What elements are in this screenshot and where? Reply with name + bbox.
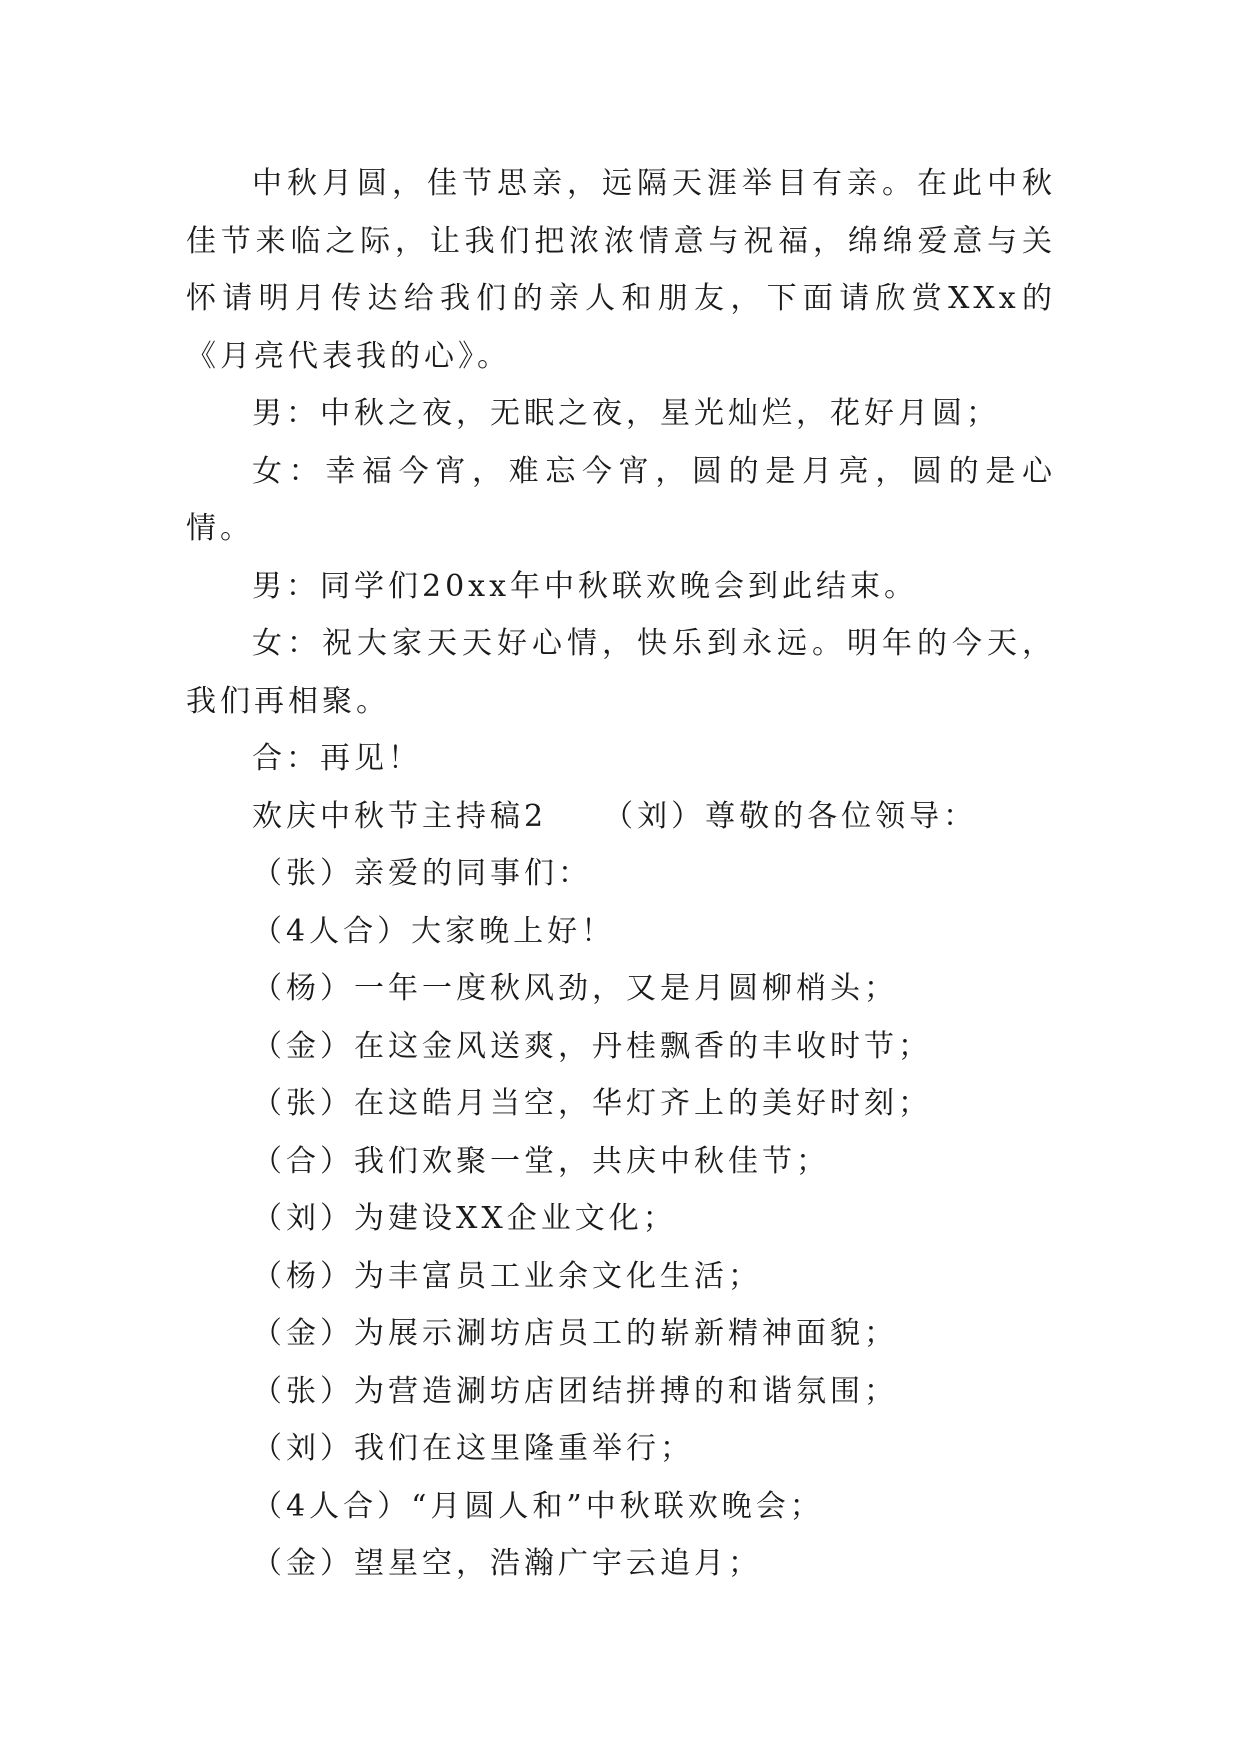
script-line: （刘）为建设XX企业文化； [252, 1201, 677, 1236]
script-line: （金）在这金风送爽，丹桂飘香的丰收时节； [252, 1028, 932, 1064]
script-line: （杨）为丰富员工业余文化生活； [252, 1258, 762, 1294]
script-line: （张）在这皓月当空，华灯齐上的美好时刻； [252, 1086, 932, 1121]
paragraph-dialogue: 合：再见！ [252, 741, 422, 776]
script-line: （合）我们欢聚一堂，共庆中秋佳节； [252, 1143, 830, 1179]
script-line: （杨）一年一度秋风劲，又是月圆柳梢头； [252, 971, 898, 1006]
paragraph-dialogue: 女：幸福今宵，难忘今宵，圆的是月亮，圆的是心情。 [186, 453, 1056, 546]
script-line: （张）为营造涮坊店团结拼搏的和谐氛围； [252, 1373, 898, 1409]
section-first-line: （刘）尊敬的各位领导： [603, 798, 978, 834]
paragraph-dialogue: 男：同学们20xx年中秋联欢晚会到此结束。 [252, 568, 919, 604]
section-heading-line [186, 788, 1056, 846]
script-line: （金）为展示涮坊店员工的崭新精神面貌； [252, 1316, 898, 1351]
script-line: （刘）我们在这里隆重举行； [252, 1431, 694, 1466]
script-line: （张）亲爱的同事们： [252, 856, 592, 891]
paragraph-dialogue: 女：祝大家天天好心情，快乐到永远。明年的今天，我们再相聚。 [186, 626, 1056, 719]
script-line: （金）望星空，浩瀚广宇云追月； [252, 1546, 762, 1581]
paragraph-dialogue: 男：中秋之夜，无眠之夜，星光灿烂，花好月圆； [252, 396, 1000, 431]
document-body [186, 155, 1056, 1593]
script-line: （4人合）“月圆人和”中秋联欢晚会； [252, 1488, 824, 1524]
paragraph-intro: 中秋月圆，佳节思亲，远隔天涯举目有亲。在此中秋佳节来临之际，让我们把浓浓情意与祝福，绵绵爱意与关怀请明月传达给我们的亲人和朋友，下面请欣赏XXx的《月亮代表我的心》。 [186, 166, 1056, 374]
section-title: 欢庆中秋节主持稿2 [252, 798, 548, 834]
script-line: （4人合）大家晚上好！ [252, 913, 616, 949]
